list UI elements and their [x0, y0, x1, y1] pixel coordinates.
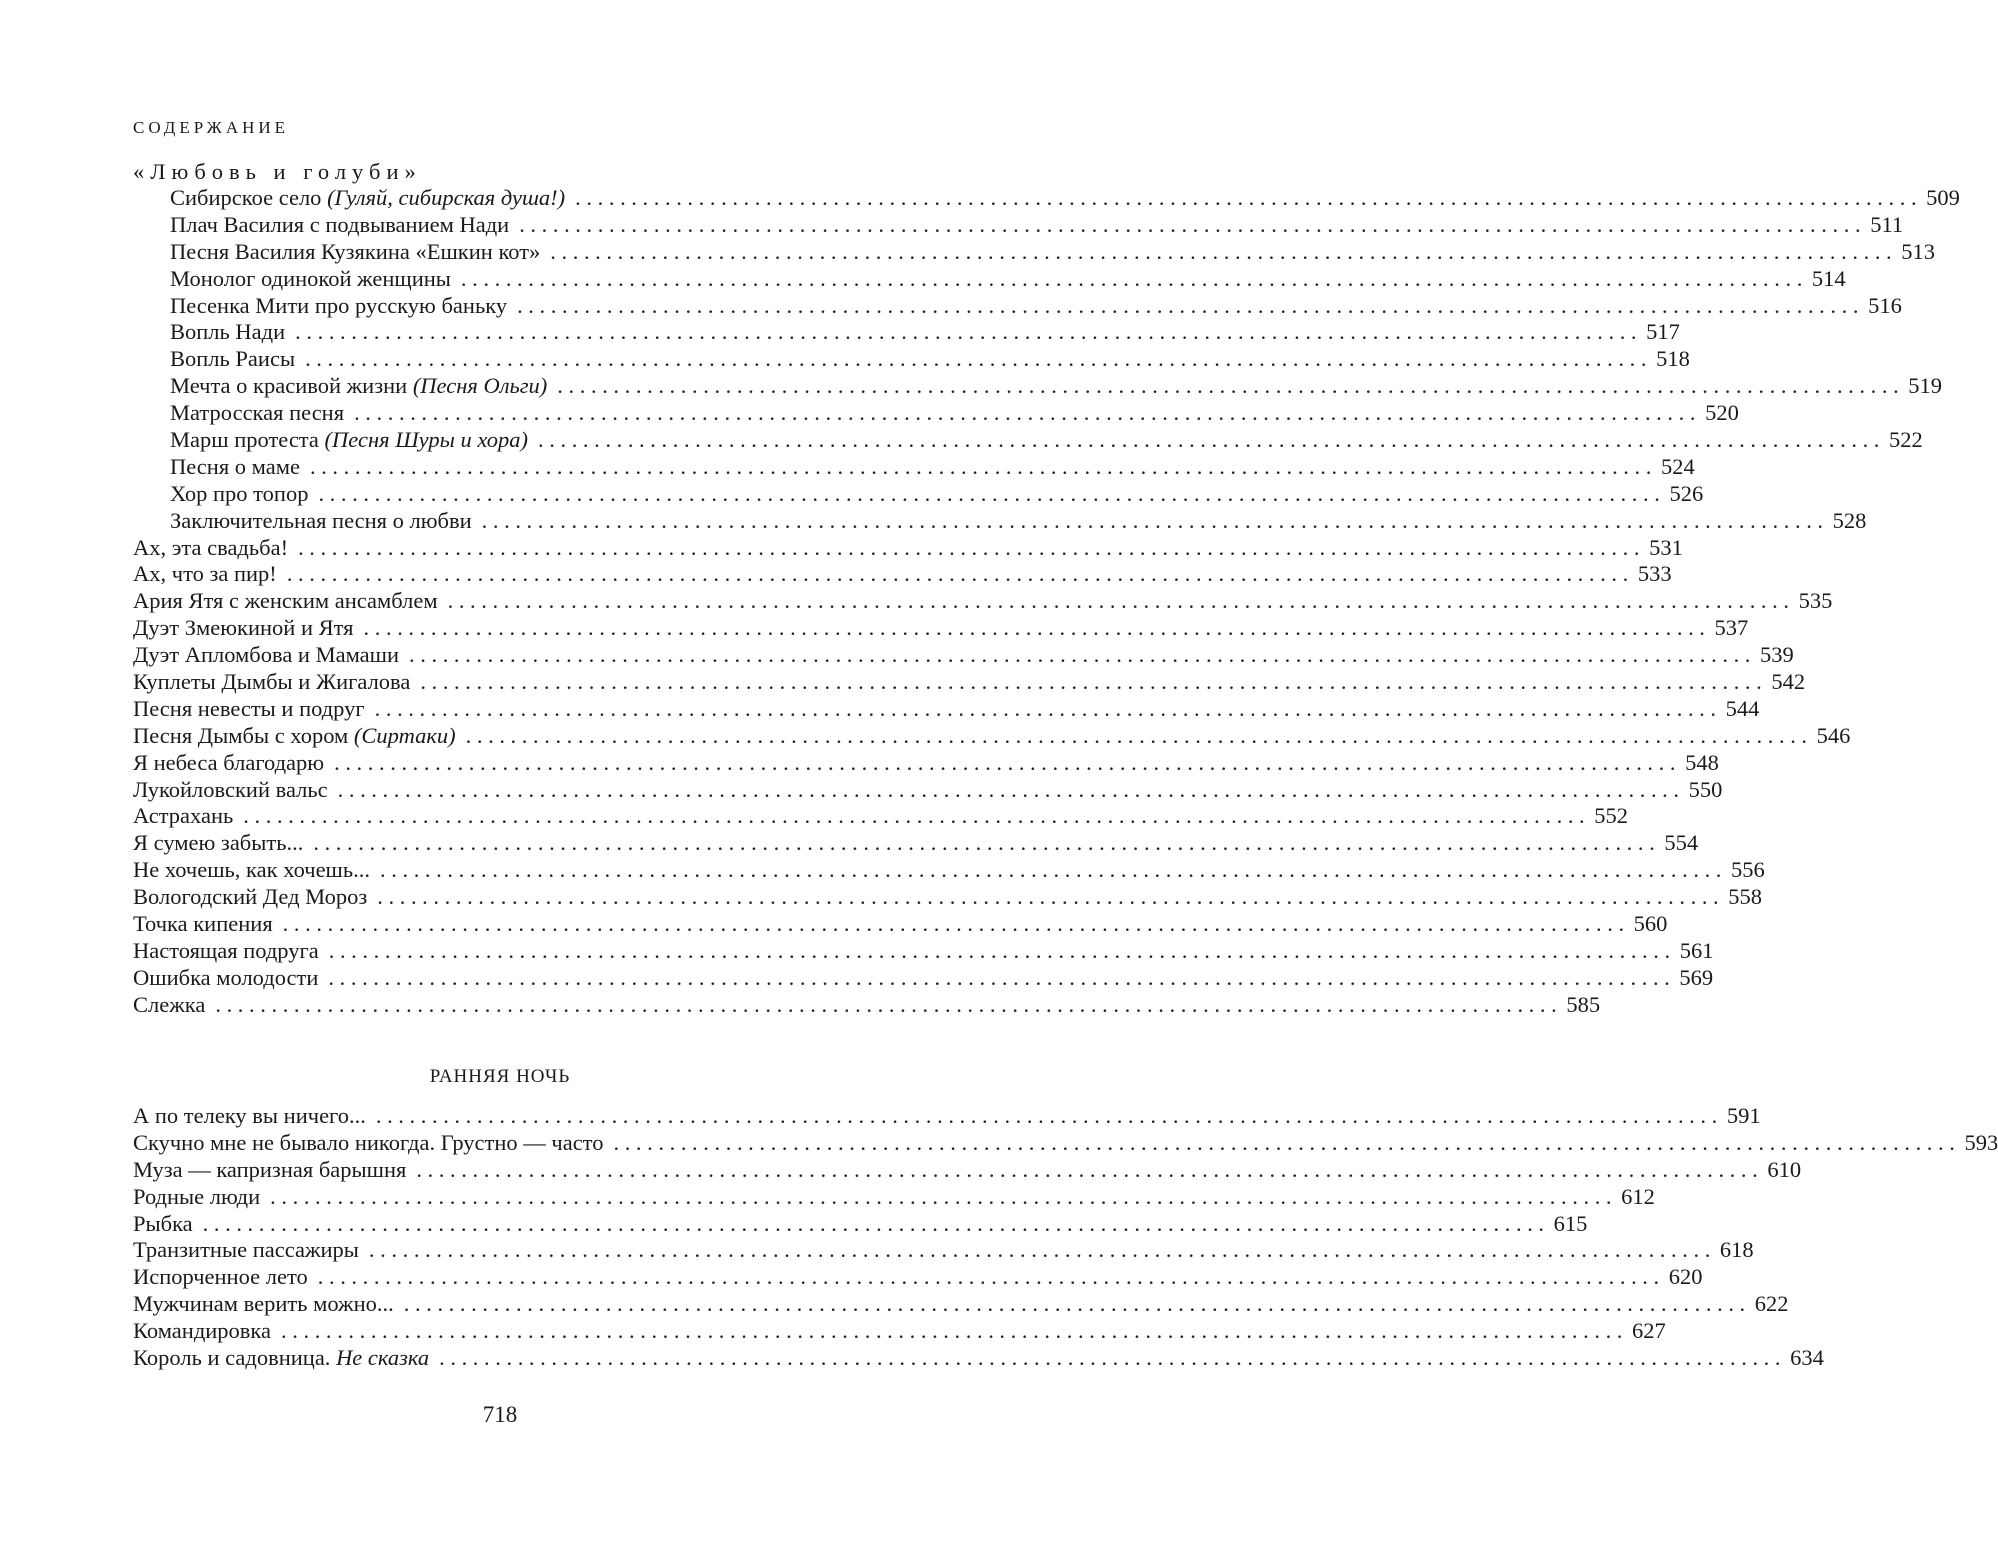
toc-entry-title-text: Муза — капризная барышня [133, 1156, 407, 1182]
toc-entry-page: 520 [1705, 400, 1739, 426]
toc-entry [133, 319, 1680, 346]
dot-leader: ........................................................................................................................ [374, 695, 1722, 721]
toc-entry-title-text: Хор про топор [170, 480, 309, 506]
toc-entry-title [133, 1291, 394, 1318]
toc-entry [133, 185, 1960, 212]
toc-part-one [133, 158, 1960, 1019]
toc-entry [133, 480, 1704, 508]
toc-entry-page: 558 [1728, 884, 1763, 910]
dot-leader: ........................................................................................................................ [538, 427, 1886, 453]
toc-entry [133, 830, 1699, 857]
toc-entry [133, 1210, 1588, 1238]
toc-entry [133, 1264, 1703, 1291]
toc-entry-title-text: Матросская песня [170, 400, 345, 426]
toc-entry-page: 514 [1811, 265, 1846, 291]
toc-entry [133, 427, 1923, 454]
dot-leader: ........................................................................................................................ [517, 292, 1865, 318]
toc-entry-title [170, 185, 565, 212]
toc-entry [133, 669, 1806, 696]
toc-entry [133, 749, 1719, 777]
dot-leader: ........................................................................................................................ [575, 185, 1923, 210]
toc-entry-title-italic: (Песня Ольги) [412, 373, 548, 399]
dot-leader: ........................................................................................................................ [613, 1129, 1961, 1155]
toc-entry-title [133, 803, 233, 830]
toc-entry-title-text: Астрахань [133, 803, 234, 829]
dot-leader: ........................................................................................................................ [380, 857, 1728, 883]
toc-entry [133, 964, 1714, 992]
toc-entry [133, 1156, 1802, 1184]
dot-leader: ........................................................................................................................ [557, 373, 1905, 399]
toc-entry-title-text: Точка кипения [133, 911, 273, 937]
toc-entry-title [133, 1318, 271, 1345]
toc-entry-page: 627 [1632, 1318, 1666, 1344]
dot-leader: ........................................................................................................................ [439, 1345, 1787, 1371]
toc-entry-page: 526 [1669, 480, 1704, 506]
toc-entry-title-text: Заключительная песня о любви [170, 507, 472, 533]
toc-entry-page: 560 [1633, 911, 1668, 937]
toc-entry-title [170, 508, 472, 535]
toc-entry [133, 642, 1794, 669]
toc-entry-title-italic: (Гуляй, сибирская душа!) [327, 185, 566, 210]
toc-entry-title-text: А по телеку вы ничего... [133, 1103, 366, 1128]
toc-entry-title [133, 561, 277, 588]
toc-entry-title-text: Куплеты Дымбы и Жигалова [133, 669, 411, 695]
toc-entry-page: 585 [1566, 991, 1601, 1017]
dot-leader: ........................................................................................................................ [318, 480, 1666, 506]
toc-sub-list [133, 185, 1960, 535]
toc-entry [133, 1103, 1761, 1130]
toc-entry-title-text: Лукойловский вальс [133, 776, 328, 802]
dot-leader: ........................................................................................................................ [313, 830, 1661, 856]
toc-group-title: «Любовь и голуби» [133, 159, 422, 184]
toc-entry-title [133, 830, 303, 857]
toc-entry-page: 615 [1553, 1210, 1588, 1236]
running-head: СОДЕРЖАНИЕ [133, 118, 290, 137]
toc-entry [133, 991, 1601, 1019]
toc-entry-title-text: Марш протеста [170, 427, 325, 453]
dot-leader: ........................................................................................................................ [377, 884, 1725, 910]
dot-leader: ........................................................................................................................ [309, 453, 1657, 479]
toc-entry-page: 544 [1725, 695, 1760, 721]
toc-entry-title-text: Песня Дымбы с хором [133, 722, 354, 748]
toc-entry-title [133, 1211, 193, 1238]
toc-entry-page: 524 [1660, 453, 1695, 479]
dot-leader: ........................................................................................................................ [465, 722, 1813, 748]
dot-leader: ........................................................................................................................ [354, 400, 1702, 426]
dot-leader: ........................................................................................................................ [375, 1103, 1723, 1128]
toc-entry-page: 548 [1685, 749, 1719, 775]
dot-leader: ........................................................................................................................ [409, 642, 1757, 668]
toc-entry-title [133, 1264, 308, 1291]
toc-entry [133, 238, 1936, 266]
toc-entry-title-text: Вопль Раисы [170, 346, 296, 372]
toc-entry-page: 546 [1816, 722, 1851, 748]
toc-entry-page: 511 [1870, 211, 1904, 237]
toc-entry-title [170, 239, 540, 266]
toc-entry-title [170, 454, 300, 481]
toc-entry [133, 1237, 1754, 1264]
toc-entry [133, 346, 1690, 373]
dot-leader: ........................................................................................................................ [368, 1237, 1716, 1263]
toc-entry-title-text: Сибирское село [170, 185, 328, 210]
toc-entry-title-text: Дуэт Змеюкиной и Ятя [133, 615, 354, 641]
dot-leader: ........................................................................................................................ [286, 561, 1634, 587]
toc-entry-title-italic: Не сказка [336, 1345, 430, 1371]
toc-entry-title [133, 1237, 359, 1264]
toc-entry-page: 618 [1719, 1237, 1754, 1263]
toc-entry-title-text: Транзитные пассажиры [133, 1237, 359, 1263]
toc-entry-title-text: Вопль Нади [170, 319, 286, 345]
toc-entry-title [133, 723, 456, 750]
dot-leader: ........................................................................................................................ [420, 669, 1768, 695]
toc-entry-title [170, 481, 308, 508]
dot-leader: ........................................................................................................................ [403, 1291, 1751, 1317]
toc-entry [133, 211, 1904, 239]
toc-entry-title-text: Рыбка [133, 1210, 193, 1236]
toc-entry-title-text: Ах, эта свадьба! [133, 534, 289, 560]
toc-entry-title-text: Командировка [133, 1318, 272, 1344]
toc-entry [133, 1345, 1824, 1372]
toc-entry-title [133, 696, 365, 723]
toc-entry-title [133, 911, 273, 938]
dot-leader: ........................................................................................................................ [243, 803, 1591, 829]
toc-entry-page: 561 [1679, 937, 1714, 963]
dot-leader: ........................................................................................................................ [215, 991, 1563, 1017]
toc-entry-page: 542 [1771, 669, 1806, 695]
dot-leader: ........................................................................................................................ [334, 749, 1682, 775]
toc-entry [133, 292, 1902, 320]
toc-entry-title [133, 965, 318, 992]
toc-entry-page: 513 [1901, 238, 1936, 264]
toc-entry-title [133, 642, 399, 669]
toc-entry-page: 593 [1964, 1129, 1998, 1155]
toc-entry [133, 722, 1851, 750]
toc-entry-title-text: Король и садовница. [133, 1345, 337, 1371]
toc-section-list [133, 1103, 1998, 1372]
toc-entry-title-text: Дуэт Апломбова и Мамаши [133, 642, 400, 668]
dot-leader: ........................................................................................................................ [337, 776, 1685, 802]
toc-main-list [133, 534, 1851, 1019]
toc-entry-title [170, 346, 295, 373]
toc-entry [133, 1318, 1666, 1345]
toc-entry [133, 588, 1833, 615]
toc-entry-title-text: Скучно мне не бывало никогда. Грустно — часто [133, 1129, 604, 1155]
toc-entry [133, 453, 1695, 481]
toc-entry-title-text: Ах, что за пир! [133, 561, 277, 587]
toc-entry-page: 610 [1767, 1156, 1802, 1182]
toc-entry-title [133, 588, 438, 615]
toc-entry-title-text: Монолог одинокой женщины [170, 265, 451, 291]
toc-entry-title [133, 1184, 260, 1211]
toc-entry [133, 1129, 1998, 1157]
toc-entry-title-text: Не хочешь, как хочешь... [133, 857, 371, 883]
toc-entry-title-text: Я сумею забыть... [133, 830, 304, 856]
dot-leader: ........................................................................................................................ [550, 238, 1898, 264]
toc-entry-title-text: Мечта о красивой жизни [170, 373, 413, 399]
toc-entry-title [170, 266, 451, 293]
toc-entry-title [170, 319, 285, 346]
toc-entry [133, 1183, 1655, 1211]
dot-leader: ........................................................................................................................ [281, 1318, 1629, 1344]
toc-entry-title-text: Испорченное лето [133, 1264, 308, 1290]
toc-entry [133, 911, 1668, 938]
toc-entry-page: 528 [1832, 507, 1867, 533]
toc-entry [133, 534, 1683, 562]
toc-entry-page: 533 [1637, 561, 1672, 587]
toc-entry-page: 569 [1679, 964, 1714, 990]
toc-entry-title [133, 777, 328, 804]
dot-leader: ........................................................................................................................ [328, 964, 1676, 990]
toc-entry-title-text: Песня невесты и подруг [133, 695, 365, 721]
toc-entry-title-italic: (Песня Шуры и хора) [324, 427, 529, 453]
toc-entry-title [133, 1103, 366, 1130]
toc-entry-title [133, 1157, 406, 1184]
toc-entry [133, 507, 1867, 535]
toc-entry [133, 857, 1765, 884]
toc-entry-title-italic: (Сиртаки) [353, 722, 456, 748]
toc-part-two [133, 1103, 1998, 1372]
toc-entry-page: 591 [1726, 1103, 1761, 1128]
toc-entry-title-text: Я небеса благодарю [133, 749, 325, 775]
toc-entry-page: 556 [1731, 857, 1765, 883]
toc-entry-title [133, 1345, 429, 1372]
toc-entry-title [170, 427, 528, 454]
toc-entry-title [170, 293, 507, 320]
toc-entry [133, 776, 1723, 804]
dot-leader: ........................................................................................................................ [363, 615, 1711, 641]
dot-leader: ........................................................................................................................ [328, 937, 1676, 963]
toc-entry [133, 265, 1846, 293]
toc-entry-title [133, 750, 324, 777]
dot-leader: ........................................................................................................................ [519, 211, 1867, 237]
dot-leader: ........................................................................................................................ [295, 319, 1643, 345]
section-heading: РАННЯЯ НОЧЬ [429, 1066, 571, 1087]
toc-entry-title [170, 212, 509, 239]
toc-entry-page: 518 [1656, 346, 1690, 372]
dot-leader: ........................................................................................................................ [305, 346, 1653, 372]
toc-entry-title-text: Родные люди [133, 1183, 261, 1209]
toc-entry-title-text: Мужчинам верить можно... [133, 1291, 394, 1317]
toc-entry-title-text: Ария Ятя с женским ансамблем [133, 588, 438, 614]
dot-leader: ........................................................................................................................ [202, 1210, 1550, 1236]
dot-leader: ........................................................................................................................ [282, 911, 1630, 937]
toc-entry [133, 615, 1749, 642]
toc-entry [133, 561, 1672, 588]
toc-entry-title [133, 857, 370, 884]
toc-entry [133, 400, 1739, 427]
toc-entry-page: 535 [1798, 588, 1833, 614]
toc-entry [133, 695, 1760, 723]
toc-entry-title-text: Вологодский Дед Мороз [133, 884, 368, 910]
toc-entry [133, 884, 1763, 911]
dot-leader: ........................................................................................................................ [460, 265, 1808, 291]
toc-entry-page: 634 [1790, 1345, 1824, 1371]
toc-entry-title [133, 615, 354, 642]
toc-entry-title [133, 938, 319, 965]
toc-entry-page: 519 [1908, 373, 1943, 399]
toc-entry-page: 522 [1889, 427, 1923, 453]
toc-entry-title-text: Плач Василия с подвыванием Нади [170, 211, 510, 237]
dot-leader: ........................................................................................................................ [298, 534, 1646, 560]
toc-entry-page: 612 [1621, 1183, 1655, 1209]
toc-entry-title-text: Слежка [133, 991, 206, 1017]
toc-entry-title-text: Ошибка молодости [133, 964, 319, 990]
toc-entry-page: 550 [1688, 776, 1723, 802]
page-number: 718 [482, 1402, 518, 1427]
toc-entry [133, 1291, 1789, 1318]
toc-entry-title-text: Песня Василия Кузякина «Ешкин кот» [170, 238, 541, 264]
toc-entry-page: 622 [1754, 1291, 1789, 1317]
toc-entry-title [133, 1130, 603, 1157]
toc-entry-title [170, 400, 344, 427]
dot-leader: ........................................................................................................................ [447, 588, 1795, 614]
toc-entry-page: 531 [1649, 534, 1683, 560]
dot-leader: ........................................................................................................................ [481, 507, 1829, 533]
toc-entry-page: 517 [1646, 319, 1680, 345]
toc-entry-page: 554 [1664, 830, 1699, 856]
toc-entry-page: 537 [1714, 615, 1749, 641]
toc-entry-page: 620 [1668, 1264, 1703, 1290]
toc-entry-title [133, 669, 410, 696]
toc-entry-page: 509 [1926, 185, 1960, 210]
toc-entry-page: 552 [1594, 803, 1629, 829]
toc-entry-title [170, 373, 547, 400]
toc-entry [133, 803, 1629, 830]
toc-entry-title-text: Песенка Мити про русскую баньку [170, 292, 508, 318]
toc-entry [133, 937, 1714, 965]
dot-leader: ........................................................................................................................ [317, 1264, 1665, 1290]
toc-entry-title-text: Песня о маме [170, 453, 300, 479]
toc-entry-title [133, 535, 288, 562]
dot-leader: ........................................................................................................................ [270, 1183, 1618, 1209]
toc-entry-page: 539 [1760, 642, 1794, 668]
toc-entry [133, 373, 1943, 400]
toc-entry-page: 516 [1868, 292, 1902, 318]
dot-leader: ........................................................................................................................ [416, 1156, 1764, 1182]
toc-entry-title-text: Настоящая подруга [133, 937, 319, 963]
toc-entry-title [133, 992, 205, 1019]
toc-entry-title [133, 884, 367, 911]
